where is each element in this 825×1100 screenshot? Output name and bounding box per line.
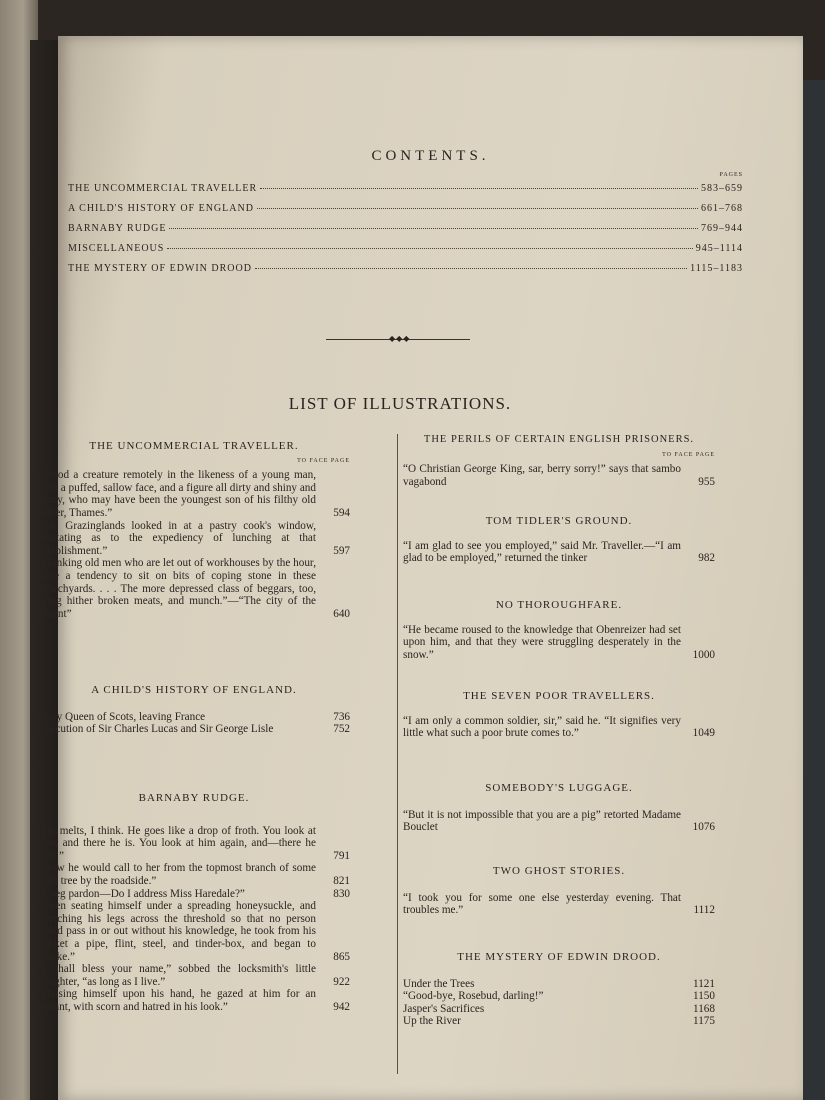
illustration-caption: “Mr. Grazinglands looked in at a pastry cook's window, hesitating as to the expediency of lunching at that establishment.” — [38, 519, 316, 557]
column-divider — [397, 434, 398, 1074]
illustration-item — [38, 988, 350, 1013]
section-heading: NO THOROUGHFARE. — [495, 599, 623, 611]
contents-entry-title: THE UNCOMMERCIAL TRAVELLER — [68, 183, 258, 194]
illustrations-left-column — [38, 684, 350, 736]
rule-ornament: ◆◆◆ — [389, 334, 411, 343]
section-heading: SOMEBODY'S LUGGAGE. — [485, 782, 633, 794]
contents-entry — [68, 243, 743, 263]
illustrations-right-column — [403, 599, 715, 661]
illustration-item — [403, 978, 715, 991]
section-heading: THE MYSTERY OF EDWIN DROOD. — [457, 951, 661, 963]
illustrations-left-column — [38, 792, 350, 1014]
illustration-item — [403, 892, 715, 917]
illustration-item — [403, 1003, 715, 1016]
illustration-caption: “But it is not impossible that you are a pig” retorted Madame Bouclet — [403, 808, 681, 834]
illustration-caption: “I took you for some one else yesterday evening. That troubles me.” — [403, 891, 681, 917]
contents-entry — [68, 183, 743, 203]
leader-dots — [260, 188, 698, 189]
illustrations-title: LIST OF ILLUSTRATIONS. — [288, 394, 512, 413]
section-heading: BARNABY RUDGE. — [138, 792, 250, 804]
illustration-caption: “He became roused to the knowledge that Obenreizer had set upon him, and that they were struggling desperately in the snow.” — [403, 623, 681, 661]
section-heading: TOM TIDLER'S GROUND. — [485, 515, 633, 527]
illustration-item — [38, 723, 350, 736]
illustration-caption: Jasper's Sacrifices — [403, 1002, 485, 1015]
illustration-item — [38, 900, 350, 963]
illustration-page: 1000 — [692, 648, 715, 661]
illustration-item — [403, 624, 715, 662]
illustration-caption: Execution of Sir Charles Lucas and Sir George Lisle — [38, 723, 274, 736]
contents-title: CONTENTS. — [371, 148, 490, 164]
illustration-caption: “Now he would call to her from the topmost branch of some high tree by the roadside.” — [38, 862, 316, 887]
illustration-item — [38, 557, 350, 620]
illustration-caption: “Then seating himself under a spreading honeysuckle, and stretching his legs across the threshold so that no person could pass in or out without his knowledge, he took from his pocket a pipe, flint, steel, and tinder-box, and began to smoke.” — [38, 900, 316, 963]
illustration-page: 597 — [333, 544, 350, 557]
illustrations-left-column — [38, 440, 350, 620]
leader-dots — [169, 228, 698, 229]
illustration-item — [38, 862, 350, 887]
contents-entry-title: MISCELLANEOUS — [68, 243, 165, 254]
illustration-page: 594 — [333, 506, 350, 519]
illustration-caption: “Stood a creature remotely in the likeness of a young man, with a puffed, sallow face, and a figure all dirty and shiny and slimy, who may have been the youngest son of his filthy old father, Thames.” — [38, 469, 316, 519]
illustration-caption: Up the River — [403, 1015, 461, 1028]
contents-entry-pages: 945–1114 — [695, 243, 743, 254]
contents-list — [68, 183, 743, 283]
illustration-item — [403, 990, 715, 1003]
illustration-page: 1112 — [693, 904, 715, 917]
section-heading: THE SEVEN POOR TRAVELLERS. — [463, 690, 655, 702]
illustration-caption: “I am glad to see you employed,” said Mr. Traveller.—“I am glad to be employed,” returned the tinker — [403, 539, 681, 565]
illustration-item — [403, 1015, 715, 1028]
pages-header: PAGES — [719, 172, 743, 178]
illustration-caption: “Raising himself upon his hand, he gazed at him for an instant, with scorn and hatred in his look.” — [38, 988, 316, 1013]
illustration-page: 1049 — [692, 727, 715, 740]
illustration-item — [38, 825, 350, 863]
illustration-page: 1150 — [693, 990, 715, 1003]
to-face-page-label: TO FACE PAGE — [297, 457, 350, 464]
contents-entry-title: THE MYSTERY OF EDWIN DROOD — [68, 263, 252, 274]
illustration-page: 865 — [333, 950, 350, 963]
section-heading: THE PERILS OF CERTAIN ENGLISH PRISONERS. — [423, 434, 695, 445]
contents-entry-pages: 583–659 — [701, 183, 743, 194]
section-heading: A CHILD'S HISTORY OF ENGLAND. — [91, 684, 297, 696]
illustration-caption: “O Christian George King, sar, berry sorry!” says that sambo vagabond — [403, 463, 681, 488]
illustration-item — [38, 469, 350, 519]
leader-dots — [167, 248, 692, 249]
contents-entry-title: BARNABY RUDGE — [68, 223, 167, 234]
illustrations-right-column — [403, 515, 715, 565]
illustrations-right-column — [403, 865, 715, 917]
illustration-page: 1175 — [693, 1015, 715, 1028]
illustration-item — [38, 963, 350, 988]
illustration-page: 736 — [333, 710, 350, 723]
illustration-page: 1121 — [693, 977, 715, 990]
book-page — [38, 36, 803, 1100]
illustration-item — [403, 463, 715, 488]
section-heading: THE UNCOMMERCIAL TRAVELLER. — [89, 440, 299, 452]
illustration-page: 942 — [333, 1000, 350, 1013]
section-heading: TWO GHOST STORIES. — [492, 865, 626, 877]
leader-dots — [255, 268, 687, 269]
illustration-page: 1168 — [693, 1002, 715, 1015]
illustration-caption: “Good-bye, Rosebud, darling!” — [403, 990, 544, 1003]
illustration-item — [38, 888, 350, 901]
contents-entry — [68, 223, 743, 243]
illustration-page: 982 — [698, 552, 715, 565]
illustration-item — [403, 715, 715, 740]
illustration-page: 752 — [333, 723, 350, 736]
illustration-caption: “I am only a common soldier, sir,” said he. “It signifies very little what such a poor brute comes to.” — [403, 714, 681, 740]
illustration-page: 922 — [333, 975, 350, 988]
contents-entry-pages: 661–768 — [701, 203, 743, 214]
illustration-item — [403, 809, 715, 834]
right-cover — [801, 80, 825, 1100]
contents-entry-title: A CHILD'S HISTORY OF ENGLAND — [68, 203, 254, 214]
illustration-item — [38, 711, 350, 724]
illustration-caption: “I beg pardon—Do I address Miss Haredale?” — [38, 887, 245, 900]
contents-entry-pages: 769–944 — [701, 223, 743, 234]
illustrations-right-column — [403, 434, 715, 488]
contents-entry — [68, 263, 743, 283]
illustration-caption: Mary Queen of Scots, leaving France — [38, 710, 206, 723]
contents-entry — [68, 203, 743, 223]
contents-entry-pages: 1115–1183 — [690, 263, 743, 274]
illustration-caption: “I shall bless your name,” sobbed the locksmith's little daughter, “as long as I live.” — [38, 963, 316, 988]
illustration-page: 830 — [333, 887, 350, 900]
illustrations-right-column — [403, 951, 715, 1028]
illustration-caption: Under the Trees — [403, 977, 475, 990]
illustration-page: 821 — [333, 874, 350, 887]
illustration-caption: “Blinking old men who are let out of workhouses by the hour, have a tendency to sit on bits of coping stone in these churchyards. . . . The more depressed class of beggars, too, bring hither broken meats, and munch.”—“The city of the absent” — [38, 557, 316, 620]
illustrations-right-column — [403, 690, 715, 740]
illustration-page: 640 — [333, 607, 350, 620]
illustration-caption: “He melts, I think. He goes like a drop of froth. You look at him, and there he is. You look at him again, and—there he isn't.” — [38, 824, 316, 862]
illustration-page: 955 — [698, 475, 715, 488]
leader-dots — [257, 208, 698, 209]
to-face-page-label: TO FACE PAGE — [662, 451, 715, 458]
illustration-item — [38, 520, 350, 558]
illustrations-right-column — [403, 782, 715, 834]
illustration-page: 791 — [333, 849, 350, 862]
illustration-item — [403, 540, 715, 565]
illustration-page: 1076 — [692, 821, 715, 834]
